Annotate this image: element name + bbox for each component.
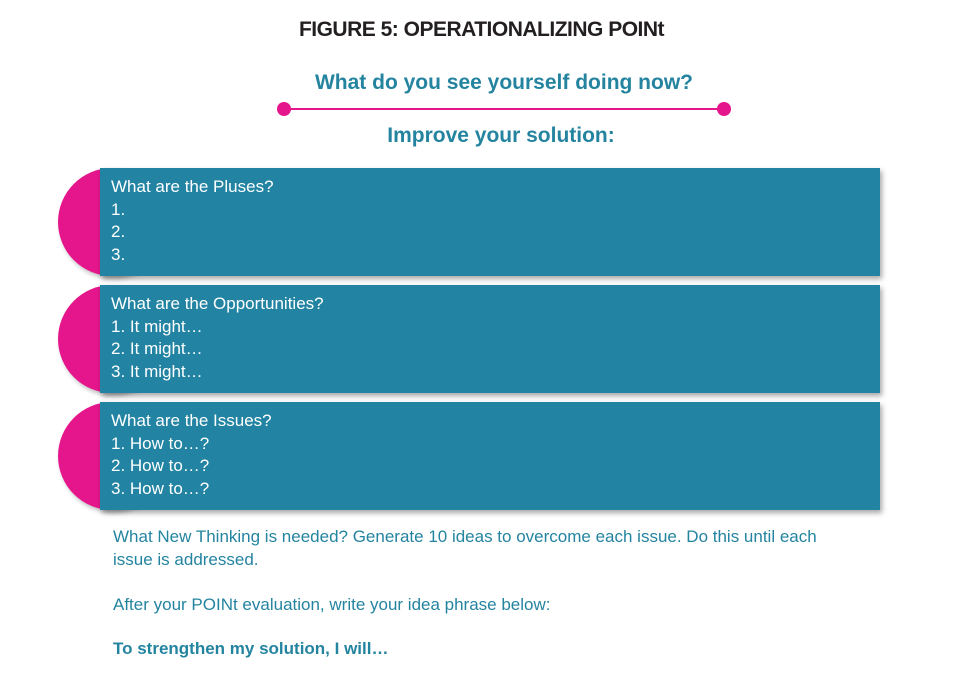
divider-line <box>277 101 731 117</box>
after-evaluation-text: After your POINt evaluation, write your idea phrase below: <box>113 595 551 614</box>
list-item: 2. It might… <box>111 339 203 358</box>
section-box <box>100 402 880 510</box>
question-heading: What do you see yourself doing now? <box>314 71 693 94</box>
closing-prompt: To strengthen my solution, I will… <box>113 639 389 658</box>
list-item: 2. <box>111 222 126 241</box>
section-pluses <box>58 168 880 276</box>
section-heading: What are the Pluses? <box>111 177 274 196</box>
section-text <box>111 176 274 266</box>
section-text <box>111 293 324 383</box>
section-heading: What are the Issues? <box>111 411 272 430</box>
list-item: 1. <box>111 199 126 219</box>
list-item: 1. It might… <box>111 316 203 336</box>
section-text <box>111 410 272 500</box>
divider-dot-left <box>277 102 291 116</box>
section-opportunities <box>58 285 880 393</box>
section-heading: What are the Opportunities? <box>111 294 324 313</box>
list-item: 3. <box>111 244 126 264</box>
new-thinking-text: What New Thinking is needed? Generate 10 ideas to overcome each issue. Do this until each issue is addressed. <box>113 527 817 569</box>
section-box <box>100 168 880 276</box>
divider-dot-right <box>717 102 731 116</box>
list-item: 3. How to…? <box>111 478 210 498</box>
section-issues <box>58 402 880 510</box>
list-item: 3. It might… <box>111 361 203 381</box>
figure-title: FIGURE 5: OPERATIONALIZING POINt <box>298 18 665 41</box>
list-item: 2. How to…? <box>111 456 210 475</box>
divider-rule <box>284 108 724 110</box>
list-item: 1. How to…? <box>111 433 210 453</box>
section-box <box>100 285 880 393</box>
subheading: Improve your solution: <box>387 124 615 147</box>
